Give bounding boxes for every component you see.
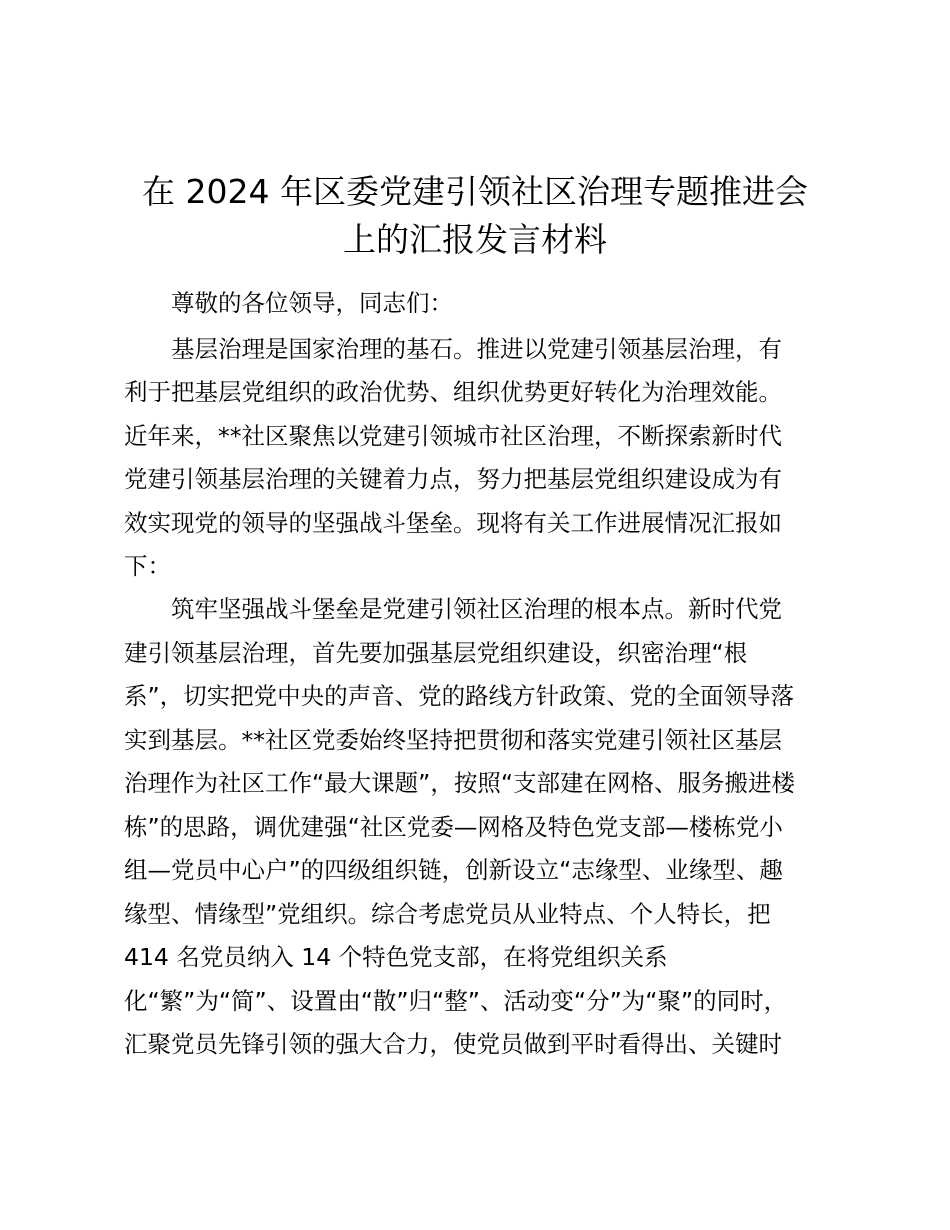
- paragraph-line: 治理作为社区工作“最大课题”，按照“支部建在网格、服务搬进楼: [124, 769, 796, 797]
- paragraph-line: 筑牢坚强战斗堡垒是党建引领社区治理的根本点。新时代党: [171, 595, 782, 623]
- paragraph-line: 化“繁”为“简”、设置由“散”归“整”、活动变“分”为“聚”的同时，: [124, 987, 788, 1015]
- paragraph-line: 组—党员中心户”的四级组织链，创新设立“志缘型、业缘型、趣: [124, 856, 783, 884]
- paragraph-line: 利于把基层党组织的政治优势、组织优势更好转化为治理效能。: [124, 378, 782, 406]
- paragraph-line: 效实现党的领导的坚强战斗堡垒。现将有关工作进展情况汇报如: [124, 509, 782, 537]
- paragraph-line: 实到基层。**社区党委始终坚持把贯彻和落实党建引领社区基层: [124, 726, 782, 754]
- title-line-2: 上的汇报发言材料: [343, 220, 607, 259]
- paragraph-line: 汇聚党员先锋引领的强大合力，使党员做到平时看得出、关键时: [124, 1030, 782, 1058]
- paragraph-line: 党建引领基层治理的关键着力点，努力把基层党组织建设成为有: [124, 465, 782, 493]
- paragraph-line: 缘型、情缘型”党组织。综合考虑党员从业特点、个人特长，把: [124, 900, 771, 928]
- title-line-1: 在 2024 年区委党建引领社区治理专题推进会: [142, 172, 808, 211]
- paragraph-line: 栋”的思路，调优建强“社区党委—网格及特色党支部—楼栋党小: [124, 813, 783, 841]
- document-title: [120, 168, 830, 264]
- paragraph-line: 系”，切实把党中央的声音、党的路线方针政策、党的全面领导落: [124, 682, 795, 710]
- paragraph-line: 建引领基层治理，首先要加强基层党组织建设，织密治理“根: [124, 639, 748, 667]
- salutation: 尊敬的各位领导，同志们：: [171, 289, 453, 317]
- paragraph-line: 近年来，**社区聚焦以党建引领城市社区治理，不断探索新时代: [124, 422, 782, 450]
- paragraph-line: 下：: [124, 552, 171, 580]
- paragraph-line: 414 名党员纳入 14 个特色党支部，在将党组织关系: [124, 943, 668, 971]
- paragraph-line: 基层治理是国家治理的基石。推进以党建引领基层治理，有: [171, 335, 782, 363]
